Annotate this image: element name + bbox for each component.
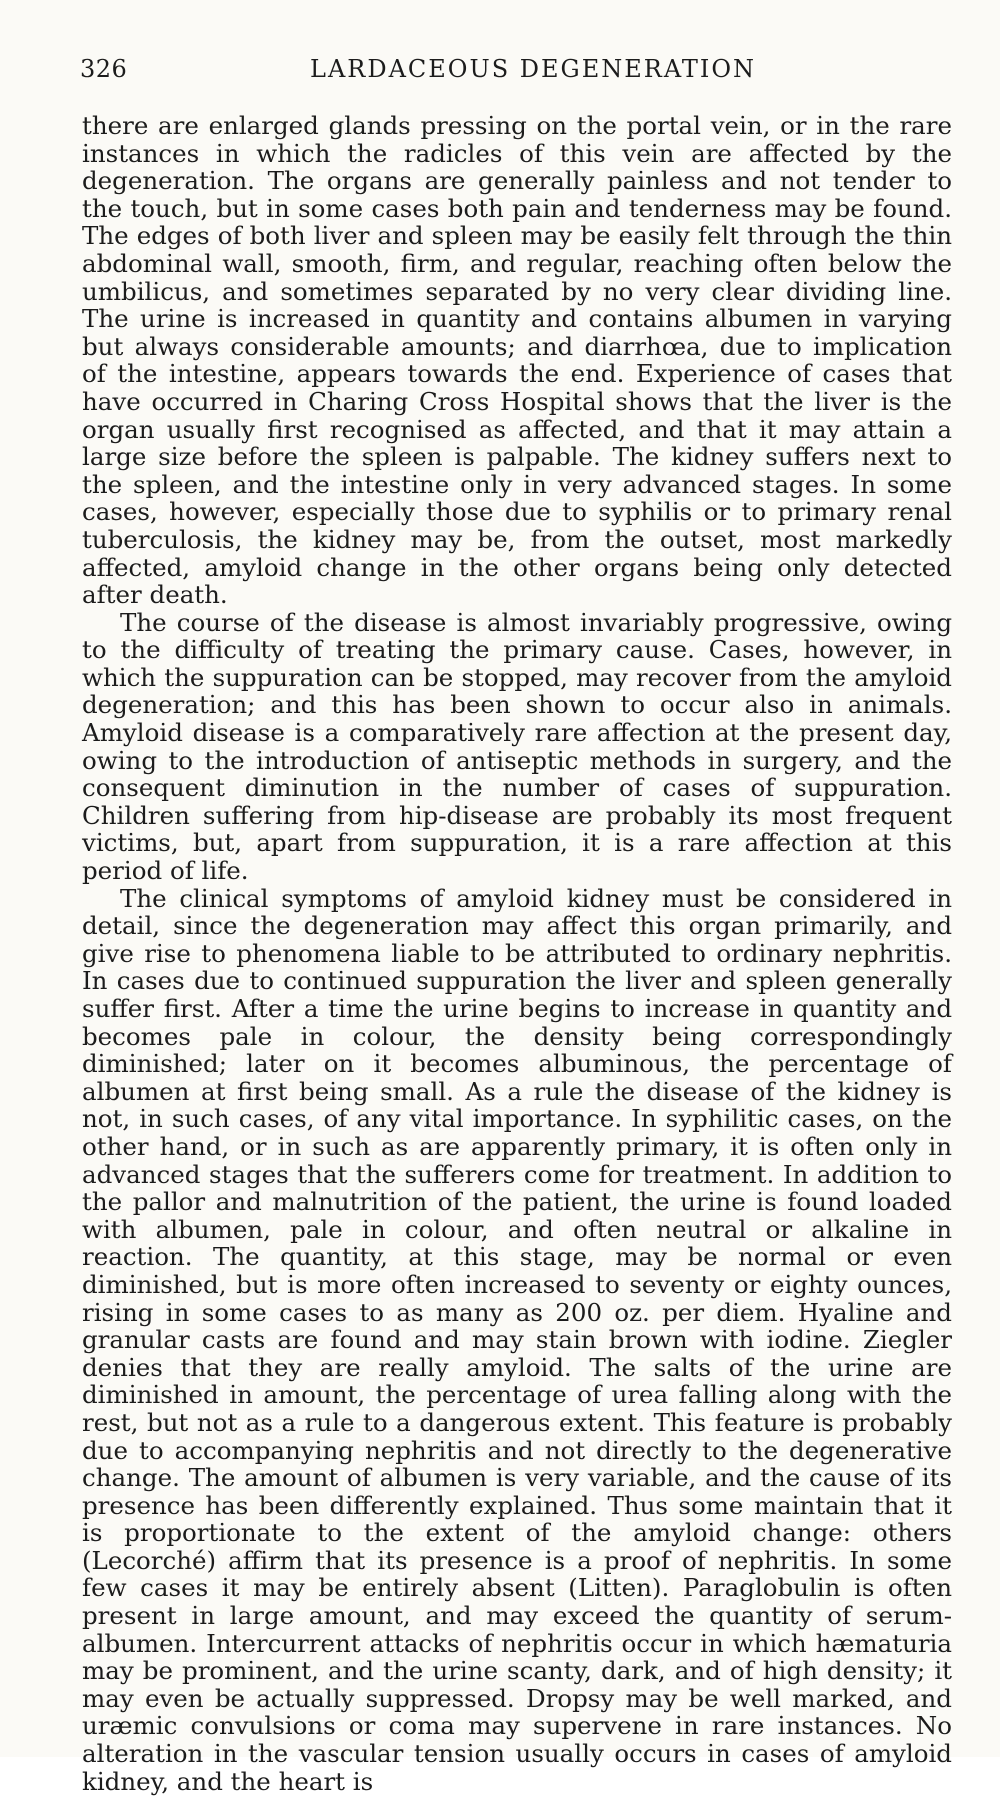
running-head (80, 55, 946, 95)
paragraph-continued: there are enlarged glands pressing on the portal vein, or in the rare instances in which the radicles of this vein are affected by the degeneration. The organs are generally painless and not tender to the touch, but in some cases both pain and tenderness may be found. The edges of both liver and spleen may be easily felt through the thin abdominal wall, smooth, firm, and regular, reaching often below the umbilicus, and sometimes separated by no very clear dividing line. The urine is increased in quantity and contains albumen in varying but always considerable amounts; and diarrhœa, due to implication of the intestine, appears towards the end. Experience of cases that have occurred in Charing Cross Hospital shows that the liver is the organ usually first recognised as affected, and that it may attain a large size before the spleen is palpable. The kidney suffers next to the spleen, and the intestine only in very advanced stages. In some cases, however, especially those due to syphilis or to primary renal tuberculosis, the kidney may be, from the outset, most markedly affected, amyloid change in the other organs being only detected after death. (82, 111, 952, 610)
paragraph-course-of-disease: The course of the disease is almost invariably progressive, owing to the difficulty of treating the primary cause. Cases, however, in which the suppuration can be stopped, may recover from the amyloid degeneration; and this has been shown to occur also in animals. Amyloid disease is a comparatively rare affection at the present day, owing to the introduction of antiseptic methods in surgery, and the consequent diminution in the number of cases of suppuration. Children suffering from hip-disease are probably its most frequent victims, but, apart from suppuration, it is a rare affection at this period of life. (82, 607, 952, 886)
running-title: LARDACEOUS DEGENERATION (310, 55, 756, 83)
paragraph-clinical-symptoms: The clinical symptoms of amyloid kidney must be considered in detail, since the degeneration may affect this organ primarily, and give rise to phenomena liable to be attributed to ordinary nephritis. In cases due to continued suppuration the liver and spleen generally suffer first. After a time the urine begins to increase in quantity and becomes pale in colour, the density being correspondingly diminished; later on it becomes albuminous, the percentage of albumen at first being small. As a rule the disease of the kidney is not, in such cases, of any vital importance. In syphilitic cases, on the other hand, or in such as are apparently primary, it is often only in advanced stages that the sufferers come for treatment. In addition to the pallor and malnutrition of the patient, the urine is found loaded with albumen, pale in colour, and often neutral or alkaline in reaction. The quantity, at this stage, may be normal or even diminished, but is more often increased to seventy or eighty ounces, rising in some cases to as many as 200 oz. per diem. Hyaline and granular casts are found and may stain brown with iodine. Ziegler denies that they are really amyloid. The salts of the urine are diminished in amount, the percentage of urea falling along with the rest, but not as a rule to a dangerous extent. This feature is probably due to accompanying nephritis and not directly to the degenerative change. The amount of albumen is very variable, and the cause of its presence has been differently explained. Thus some maintain that it is proportionate to the extent of the amyloid change: others (Lecorché) affirm that its presence is a proof of nephritis. In some few cases it may be entirely absent (Litten). Paraglobulin is often present in large amount, and may exceed the quantity of serum-albumen. Intercurrent attacks of nephritis occur in which hæmaturia may be prominent, and the urine scanty, dark, and of high density; it may even be actually suppressed. Dropsy may be well marked, and uræmic convulsions or coma may supervene in rare instances. No alteration in the vascular tension usually occurs in cases of amyloid kidney, and the heart is (82, 883, 952, 1796)
page-number: 326 (80, 55, 128, 83)
body-text (82, 112, 952, 1795)
